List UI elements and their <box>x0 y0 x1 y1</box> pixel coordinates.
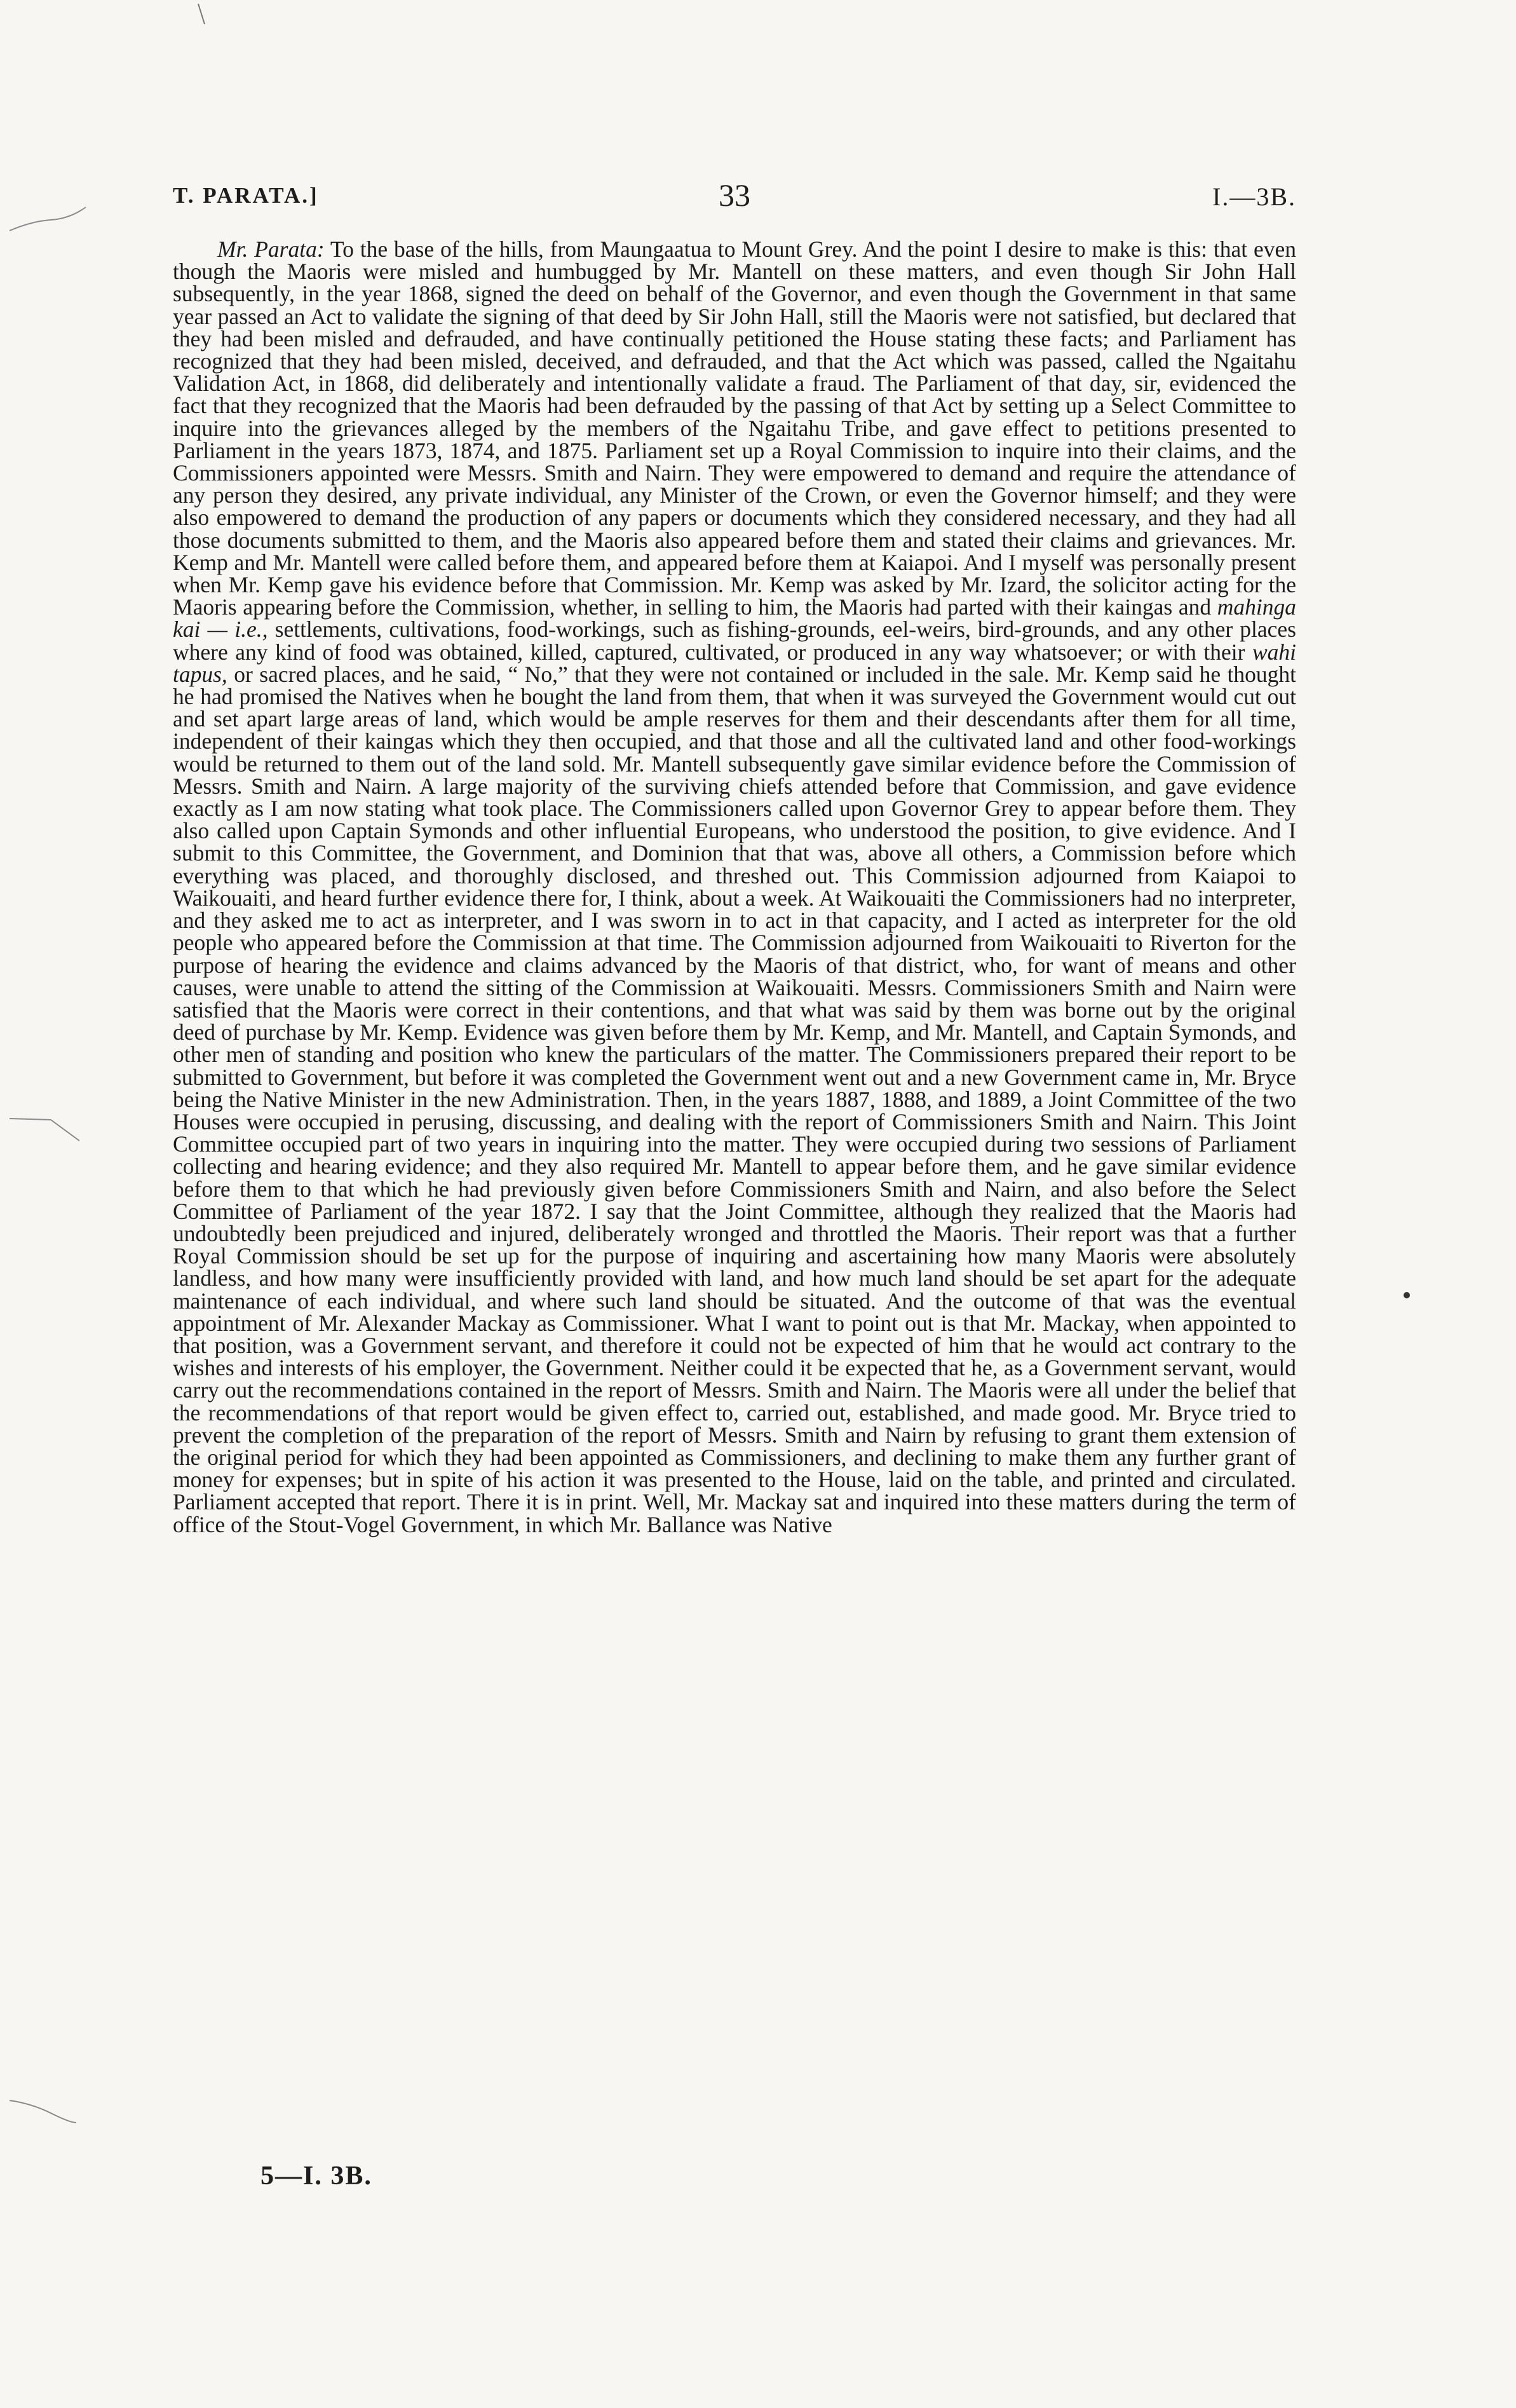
margin-mark-top <box>6 202 89 240</box>
margin-mark-bottom <box>6 2091 83 2129</box>
margin-dot <box>1402 1290 1412 1300</box>
margin-tick <box>196 1 208 27</box>
document-reference: I.—3B. <box>1212 182 1296 211</box>
paragraph-indent <box>173 236 217 262</box>
page-number: 33 <box>719 177 750 213</box>
maori-term-wahi-tapus: wahi tapus, <box>173 639 1296 687</box>
header-speaker: T. PARATA.] <box>173 183 319 208</box>
evidence-paragraph <box>173 238 1296 1536</box>
maori-term-mahinga-kai: mahinga kai — i.e., <box>173 594 1296 643</box>
signature-mark: 5—I. 3B. <box>261 2161 372 2191</box>
text-segment-2: settlements, cultivations, food-workings, such as fishing-grounds, eel-weirs, bird-grounds, and any other places where any kind of food was obtained, killed, captured, cultivated, or produced in any way whatsoever; or with their <box>173 616 1296 665</box>
speaker-name: Mr. Parata: <box>217 236 325 262</box>
text-segment-1: To the base of the hills, from Maungaatua to Mount Grey. And the point I desire to make is this: that even though the Maoris were misled and humbugged by Mr. Mantell on these matters, and even though Sir John Hall subsequently, in the year 1868, signed the deed on behalf of the Governor, and even though the Government in that same year passed an Act to validate the signing of that deed by Sir John Hall, still the Maoris were not satisfied, but declared that they had been misled and defrauded, and have continually petitioned the House stating these facts; and Parliament has recognized that they had been misled, deceived, and defrauded, and that the Act which was passed, called the Ngaitahu Validation Act, in 1868, did deliberately and intentionally validate a fraud. The Parliament of that day, sir, evidenced the fact that they recognized that the Maoris had been defrauded by the passing of that Act by setting up a Select Committee to inquire into the grievances alleged by the members of the Ngaitahu Tribe, and gave effect to petitions presented to Parliament in the years 1873, 1874, and 1875. Parliament set up a Royal Commission to inquire into their claims, and the Commissioners appointed were Messrs. Smith and Nairn. They were empowered to demand and require the attendance of any person they desired, any private individual, any Minister of the Crown, or even the Governor himself; and they were also empowered to demand the production of any papers or documents which they considered necessary, and they had all those documents submitted to them, and the Maoris also appeared before them and stated their claims and grievances. Mr. Kemp and Mr. Mantell were called before them, and appeared before them at Kaiapoi. And I myself was personally present when Mr. Kemp gave his evidence before that Commission. Mr. Kemp was asked by Mr. Izard, the solicitor acting for the Maoris appearing before the Commission, whether, in selling to him, the Maoris had parted with their kaingas and <box>173 236 1296 620</box>
margin-mark-middle <box>6 1106 95 1144</box>
text-segment-3: or sacred places, and he said, “ No,” that they were not contained or included in the sale. Mr. Kemp said he thought he had promised the Natives when he bought the land from them, that when it was surveyed the Government would cut out and set apart large areas of land, which would be ample reserves for them and their descendants after them for all time, independent of their kaingas which they then occupied, and that those and all the cultivated land and other food-workings would be returned to them out of the land sold. Mr. Mantell subsequently gave similar evidence before the Commission of Messrs. Smith and Nairn. A large majority of the surviving chiefs attended before that Commission, and gave evidence exactly as I am now stating what took place. The Commissioners called upon Governor Grey to appear before them. They also called upon Captain Symonds and other influential Europeans, who understood the position, to give evidence. And I submit to this Committee, the Government, and Dominion that that was, above all others, a Commission before which everything was placed, and thoroughly disclosed, and threshed out. This Commission adjourned from Kaiapoi to Waikouaiti, and heard further evidence there for, I think, about a week. At Waikouaiti the Commissioners had no interpreter, and they asked me to act as interpreter, and I was sworn in to act in that capacity, and I acted as interpreter for the old people who appeared before the Commission at that time. The Commission adjourned from Waikouaiti to Riverton for the purpose of hearing the evidence and claims advanced by the Maoris of that district, who, for want of means and other causes, were unable to attend the sitting of the Commission at Waikouaiti. Messrs. Commissioners Smith and Nairn were satisfied that the Maoris were correct in their contentions, and that what was said by them was borne out by the original deed of purchase by Mr. Kemp. Evidence was given before them by Mr. Kemp, and Mr. Mantell, and Captain Symonds, and other men of standing and position who knew the particulars of the matter. The Commissioners prepared their report to be submitted to Government, but before it was completed the Government went out and a new Government came in, Mr. Bryce being the Native Minister in the new Administration. Then, in the years 1887, 1888, and 1889, a Joint Committee of the two Houses were occupied in perusing, discussing, and dealing with the report of Commissioners Smith and Nairn. This Joint Committee occupied part of two years in inquiring into the matter. They were occupied during two sessions of Parliament collecting and hearing evidence; and they also required Mr. Mantell to appear before them, and he gave similar evidence before them to that which he had previously given before Commissioners Smith and Nairn, and also before the Select Committee of Parliament of the year 1872. I say that the Joint Committee, although they realized that the Maoris had undoubtedly been prejudiced and injured, deliberately wronged and throttled the Maoris. Their report was that a further Royal Commission should be set up for the purpose of inquiring and ascertaining how many Maoris were absolutely landless, and how many were insufficiently provided with land, and how much land should be set apart for the adequate maintenance of each individual, and where such land should be situated. And the outcome of that was the eventual appointment of Mr. Alexander Mackay as Commissioner. What I want to point out is that Mr. Mackay, when appointed to that position, was a Government servant, and therefore it could not be expected of him that he would act contrary to the wishes and interests of his employer, the Government. Neither could it be expected that he, as a Government servant, would carry out the recommendations contained in the report of Messrs. Smith and Nairn. The Maoris were all under the belief that the recommendations of that report would be given effect to, carried out, established, and made good. Mr. Bryce tried to prevent the completion of the preparation of the report of Messrs. Smith and Nairn by refusing to grant them extension of the original period for which they had been appointed as Commissioners, and declining to make them any further grant of money for expenses; but in spite of his action it was presented to the House, laid on the table, and printed and circulated. Parliament accepted that report. There it is in print. Well, Mr. Mackay sat and inquired into these matters during the term of office of the Stout-Vogel Government, in which Mr. Ballance was Native <box>173 661 1296 1537</box>
page-header <box>173 177 1296 228</box>
